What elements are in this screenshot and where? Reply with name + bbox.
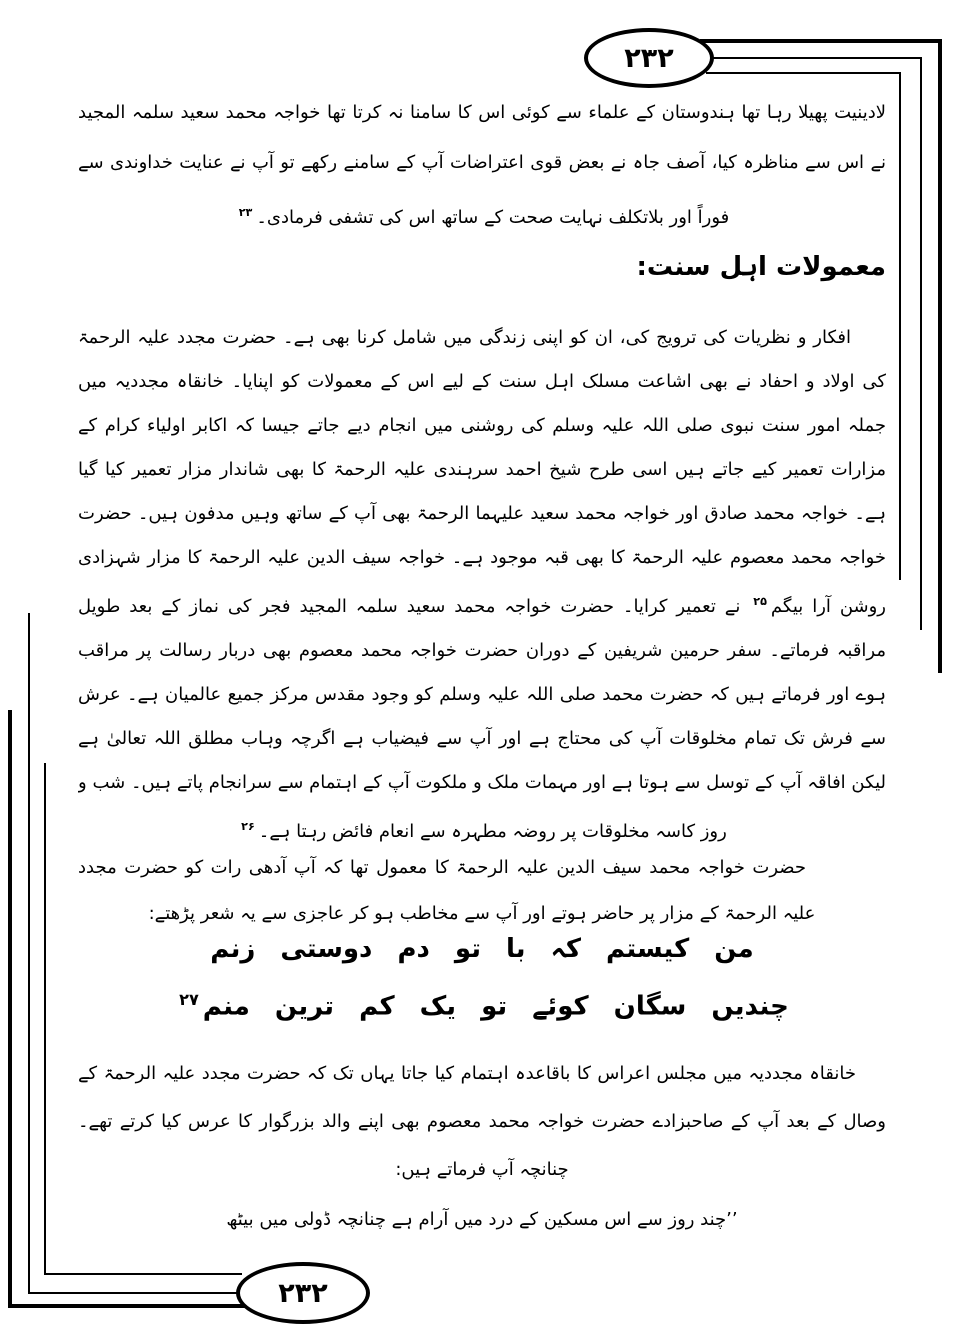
footnote-marker-27: ۲۷ [179, 990, 199, 1009]
page-number-badge-top [584, 28, 714, 88]
footnote-marker-26: ۲۶ [241, 820, 255, 833]
footnote-marker-25: ۲۵ [753, 595, 767, 608]
paragraph-mamulat [78, 316, 886, 844]
page-number-badge-bottom [236, 1262, 370, 1324]
paragraph-urs-text: خانقاہ مجددیہ میں مجلس اعراس کا باقاعدہ اہتمام کیا جاتا یہاں تک کہ حضرت مجدد علیہ الرحمۃ کے وصال کے بعد آپ کے صاحبزادے حضرت خواجہ محمد معصوم بھی اپنے والد بزرگوار کا عرس کیا کرتے تھے۔ چنانچہ [78, 1063, 886, 1180]
frame-bottom-rule-outer [8, 1304, 246, 1308]
frame-bottom-rule-middle [28, 1292, 244, 1294]
frame-right-rule-outer [938, 39, 942, 673]
paragraph-mamulat-part1: افکار و نظریات کی ترویج کی، ان کو اپنی زندگی میں شامل کرنا بھی ہے۔ حضرت مجدد علیہ الرحمۃ کی اولاد و احفاد نے بھی اشاعت مسلک اہل سنت کے لیے اس کے معمولات کو اپنایا۔ خانقاہ مجددیہ میں جملہ امور سنت نبوی صلی اللہ علیہ وسلم کی روشنی میں انجام دیے جاتے جیسا کہ اکابر اولیاء کرام کے مزارات تعمیر کیے جاتے ہیں اسی طرح شیخ احمد سرہندی علیہ الرحمۃ کا بھی شاندار مزار تعمیر کیا گیا ہے۔ خواجہ محمد صادق اور خواجہ محمد سعید علیہما الرحمۃ بھی آپ کے ساتھ وہیں مدفون ہیں۔ حضرت خواجہ محمد معصوم علیہ الرحمۃ کا بھی قبہ موجود ہے۔ خواجہ سیف الدین علیہ الرحمۃ کا مزار شہزادی روشن آرا بیگم [78, 327, 886, 617]
frame-top-rule-inner [706, 72, 901, 74]
frame-left-rule-outer [8, 710, 12, 1308]
footnote-marker-23: ۲۳ [238, 206, 253, 219]
paragraph-ladiniyat [78, 88, 886, 248]
frame-right-rule-inner [899, 72, 901, 580]
paragraph-ladiniyat-text: لادینیت پھیلا رہا تھا ہندوستان کے علماء سے کوئی اس کا سامنا نہ کرتا تھا خواجہ محمد سعید سلمہ المجید نے اس سے مناظرہ کیا، آصف جاہ نے بعض قوی اعتراضات آپ کے سامنے رکھے تو آپ نے عنایت خداوندی سے فوراً اور بلاتکلف نہایت صحت کے ساتھ اس کی تشفی فرمادی۔ [78, 102, 886, 228]
couplet-line-2 [78, 990, 886, 1042]
section-heading-mamulat-ahle-sunnat: معمولات اہل سنت: [636, 252, 886, 282]
frame-left-rule-middle [28, 613, 30, 1294]
paragraph-mamulat-part2: نے تعمیر کرایا۔ حضرت خواجہ محمد سعید سلمہ المجید فجر کی نماز کے بعد طویل مراقبہ فرماتے۔ سفر حرمین شریفین کے دوران حضرت خواجہ محمد معصوم بھی دربار رسالت پر مراقب ہوے اور فرماتے ہیں کہ حضرت محمد صلی اللہ علیہ وسلم کو وجود مقدس مرکز جمیع عالمیان ہے۔ عرش سے فرش تک تمام مخلوقات آپ کی محتاج ہے اور آپ سے فیضیاب ہے اگرچہ وہاب مطلق اللہ تعالیٰ ہے لیکن افاقہ آپ کے توسل سے ہوتا ہے اور مہمات ملک و ملکوت آپ کے اہتمام سے سرانجام پاتے ہیں۔ شب و روز کاسہ مخلوقات پر روضہ مطہرہ سے انعام فائض رہتا ہے۔ [78, 596, 886, 842]
frame-top-rule-outer [700, 39, 942, 43]
frame-right-rule-middle [920, 57, 922, 630]
quotation-line: ’’چند روز سے اس مسکین کے درد میں آرام ہے چنانچہ ڈولی میں بیٹھ [226, 1209, 738, 1230]
frame-bottom-rule-inner [44, 1273, 242, 1275]
couplet-line-1: من کیستم کہ با تو دم دوستی زنم [210, 934, 754, 964]
frame-top-rule-middle [704, 57, 922, 59]
paragraph-urs-khanqah [78, 1050, 886, 1196]
frame-left-rule-inner [44, 763, 46, 1275]
page-number-top: ۲۳۲ [624, 42, 674, 74]
paragraph-saifuddin-mamul: حضرت خواجہ محمد سیف الدین علیہ الرحمۃ کا معمول تھا کہ آپ آدھی رات کو حضرت مجدد علیہ الرحمۃ کے مزار پر حاضر ہوتے اور آپ سے مخاطب ہو کر عاجزی سے یہ شعر پڑھتے: [78, 857, 816, 924]
couplet-line-2-text: چندیں سگان کوئے تو یک کم ترین منم [202, 991, 789, 1022]
page-number-bottom: ۲۳۲ [278, 1277, 328, 1309]
speech-intro-text: آپ فرماتے ہیں: [395, 1159, 514, 1180]
